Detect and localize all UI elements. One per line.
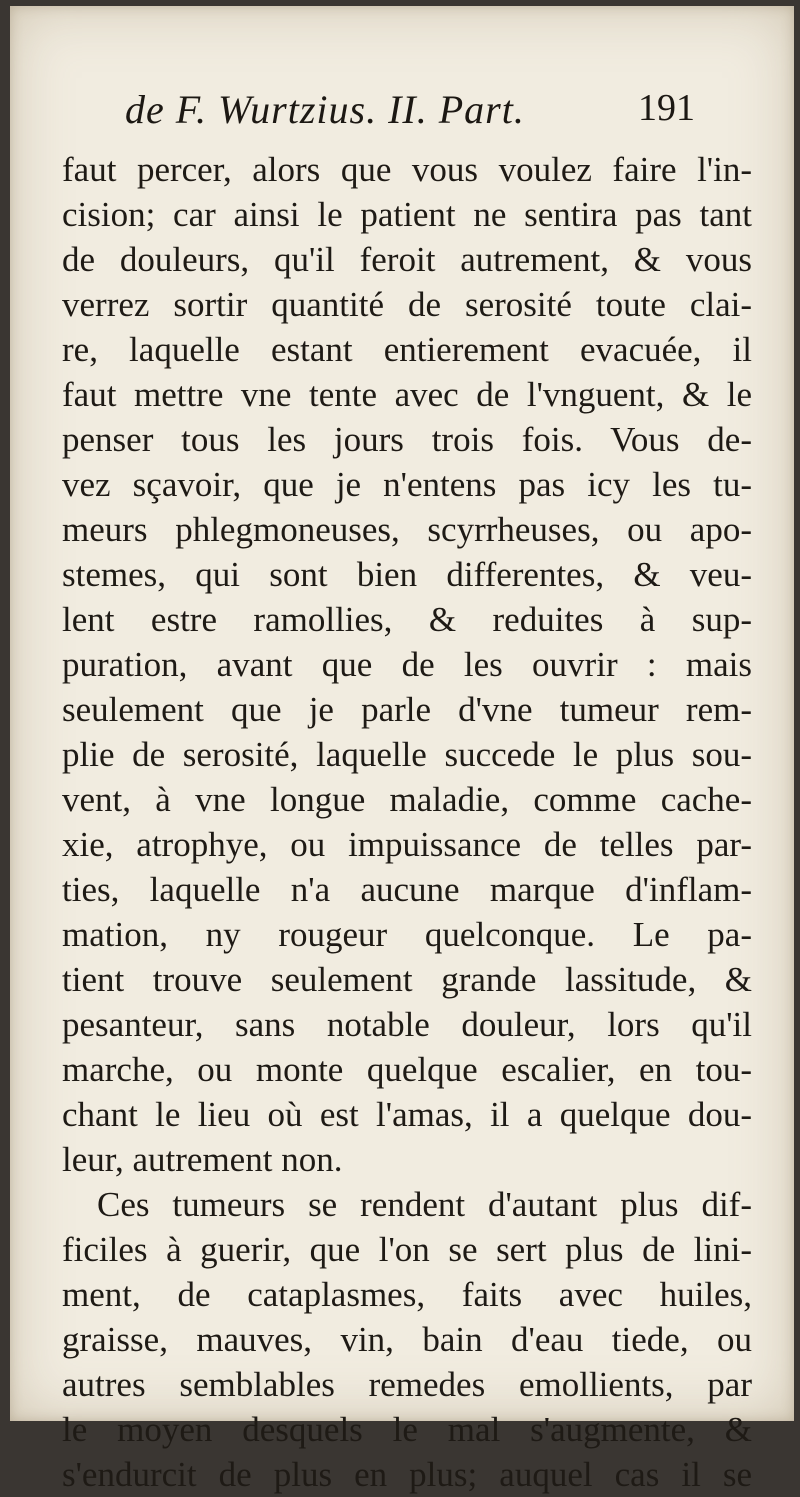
text-line-21: marche, ou monte quelque escalier, en tou- [62,1050,752,1089]
text-line-25: ficiles à guerir, que l'on se sert plus de lini- [62,1230,752,1269]
text-line-2: cision; car ainsi le patient ne sentira pas tant [62,195,752,234]
text-line-28: autres semblables remedes emollients, par [62,1365,752,1404]
text-line-17: ties, laquelle n'a aucune marque d'inflam- [62,870,752,909]
page-number: 191 [638,87,695,129]
text-line-5: re, laquelle estant entierement evacuée, il [62,330,752,369]
text-line-15: vent, à vne longue maladie, comme cache- [62,780,752,819]
body-text [62,147,752,1497]
text-line-12: puration, avant que de les ouvrir : mais [62,645,752,684]
page-header [115,86,800,146]
text-line-27: graisse, mauves, vin, bain d'eau tiede, ou [62,1320,752,1359]
text-line-8: vez sçavoir, que je n'entens pas icy les tu- [62,465,752,504]
text-line-3: de douleurs, qu'il feroit autrement, & vous [62,240,752,279]
text-line-4: verrez sortir quantité de serosité toute clai- [62,285,752,324]
text-line-6: faut mettre vne tente avec de l'vnguent, & le [62,375,752,414]
text-line-19: tient trouve seulement grande lassitude, & [62,960,752,999]
text-line-9: meurs phlegmoneuses, scyrrheuses, ou apo- [62,510,752,549]
running-head: de F. Wurtzius. II. Part. [125,87,525,132]
text-line-24: Ces tumeurs se rendent d'autant plus dif- [97,1185,752,1224]
text-line-20: pesanteur, sans notable douleur, lors qu'il [62,1005,752,1044]
text-line-18: mation, ny rougeur quelconque. Le pa- [62,915,752,954]
text-line-26: ment, de cataplasmes, faits avec huiles, [62,1275,752,1314]
text-line-7: penser tous les jours trois fois. Vous de- [62,420,752,459]
text-line-30: s'endurcit de plus en plus; auquel cas il se [62,1455,752,1494]
text-line-10: stemes, qui sont bien differentes, & veu- [62,555,752,594]
text-line-14: plie de serosité, laquelle succede le plus sou- [62,735,752,774]
text-line-13: seulement que je parle d'vne tumeur rem- [62,690,752,729]
text-line-23: leur, autrement non. [62,1140,343,1179]
text-line-1: faut percer, alors que vous voulez faire l'in- [62,150,752,189]
text-line-22: chant le lieu où est l'amas, il a quelque dou- [62,1095,752,1134]
text-line-29: le moyen desquels le mal s'augmente, & [62,1410,752,1449]
text-line-16: xie, atrophye, ou impuissance de telles par- [62,825,752,864]
text-line-11: lent estre ramollies, & reduites à sup- [62,600,752,639]
book-page [10,6,794,1494]
